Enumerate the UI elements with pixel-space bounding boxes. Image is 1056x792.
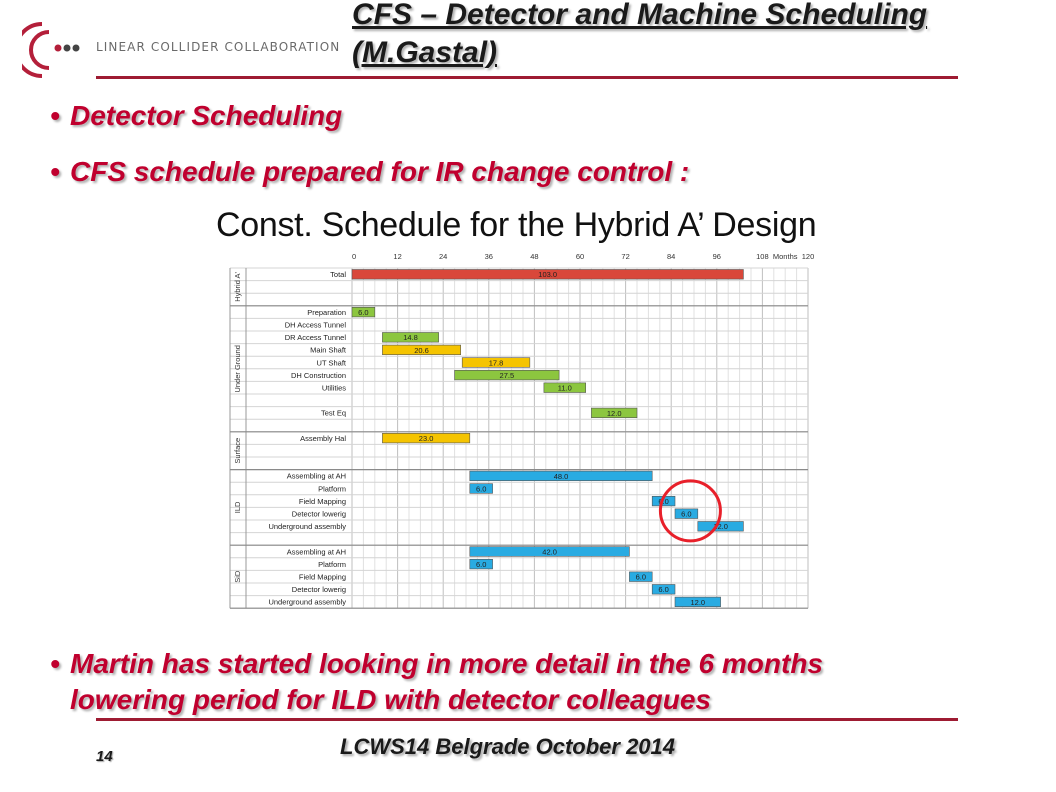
x-tick-label: 24	[439, 252, 448, 261]
row-label: Utilities	[321, 383, 346, 393]
row-label: DH Construction	[290, 370, 346, 380]
logo-text: LINEAR COLLIDER COLLABORATION	[96, 40, 341, 54]
bar-value-label: 6.0	[358, 307, 369, 317]
footer-text: LCWS14 Belgrade October 2014	[340, 734, 676, 759]
bullet-dot: •	[50, 100, 60, 131]
bar-value-label: 12.0	[690, 597, 706, 607]
bullet-text: CFS schedule prepared for IR change control :	[70, 156, 690, 187]
bullet-text: Detector Scheduling	[70, 100, 343, 131]
row-label: Field Mapping	[298, 572, 346, 582]
slide-title	[352, 0, 927, 72]
x-tick-label: 72	[621, 252, 630, 261]
x-tick-label: Months	[772, 252, 798, 261]
row-label: Underground assembly	[268, 597, 346, 607]
x-tick-label: 108	[756, 252, 769, 261]
footer-rule	[96, 718, 958, 721]
gantt-chart	[210, 204, 860, 624]
group-label: Hybrid A'	[233, 272, 242, 302]
bar-value-label: 6.0	[635, 572, 647, 582]
title-line-1: CFS – Detector and Machine Scheduling	[352, 0, 928, 31]
header-rule	[96, 76, 958, 79]
group-label: ILD	[233, 501, 242, 514]
bullet-martin	[50, 646, 980, 718]
row-label: Platform	[318, 484, 346, 494]
bar-value-label: 6.0	[475, 559, 487, 569]
x-tick-label: 120	[801, 252, 815, 261]
x-tick-label: 96	[712, 252, 721, 261]
x-tick-label: 60	[575, 252, 585, 261]
group-label: Under Ground	[233, 345, 242, 393]
row-label: Field Mapping	[298, 496, 346, 506]
bar-value-label: 6.0	[658, 496, 669, 506]
bar-value-label: 27.5	[499, 370, 515, 380]
x-tick-label: 36	[484, 252, 493, 261]
bar-value-label: 103.0	[538, 270, 558, 280]
row-label: Assembly Hal	[300, 433, 346, 443]
row-label: Assembling at AH	[286, 547, 346, 557]
bullet-dot: •	[50, 156, 60, 187]
x-tick-label: 12	[393, 252, 402, 261]
x-tick-label: 48	[530, 252, 539, 261]
bullet-dot: •	[50, 648, 60, 679]
row-label: Preparation	[307, 307, 346, 317]
bar-value-label: 17.8	[488, 358, 504, 368]
bar-value-label: 48.0	[553, 471, 569, 481]
bar-value-label: 12.0	[713, 522, 728, 532]
bar-value-label: 23.0	[418, 433, 434, 443]
row-label: Total	[330, 270, 346, 280]
row-label: Platform	[318, 559, 346, 569]
group-label: Surface	[233, 437, 242, 464]
bar-value-label: 20.6	[414, 345, 429, 355]
title-line-2: (M.Gastal)	[352, 36, 498, 69]
x-tick-label: 0	[352, 252, 357, 261]
bar-value-label: 42.0	[542, 547, 557, 557]
row-label: DR Access Tunnel	[284, 333, 346, 343]
bar-value-label: 6.0	[658, 585, 669, 595]
row-label: DH Access Tunnel	[284, 320, 346, 330]
group-label: SiD	[233, 570, 242, 583]
row-label: Underground assembly	[268, 522, 346, 532]
chart-title: Const. Schedule for the Hybrid A’ Design	[216, 206, 817, 244]
bar-value-label: 14.8	[403, 333, 418, 343]
bar-value-label: 12.0	[606, 408, 622, 418]
row-label: Detector lowerig	[291, 509, 346, 519]
lcc-logo	[22, 20, 92, 85]
row-label: UT Shaft	[316, 358, 346, 368]
bullet-detector-scheduling	[50, 98, 342, 134]
bar-value-label: 6.0	[475, 484, 487, 494]
bullet-cfs-schedule	[50, 154, 689, 190]
row-label: Detector lowerig	[291, 585, 346, 595]
row-label: Main Shaft	[310, 345, 346, 355]
row-label: Test Eq	[320, 408, 346, 418]
page-number: 14	[96, 748, 113, 765]
bullet-text: Martin has started looking in more detail in the 6 months	[70, 648, 823, 679]
row-label: Assembling at AH	[286, 471, 346, 481]
gantt-svg	[210, 204, 860, 624]
bar-value-label: 11.0	[557, 383, 572, 393]
bullet-text-continued: lowering period for ILD with detector colleagues	[70, 684, 711, 715]
bar-value-label: 6.0	[681, 509, 692, 519]
x-tick-label: 84	[667, 252, 676, 261]
